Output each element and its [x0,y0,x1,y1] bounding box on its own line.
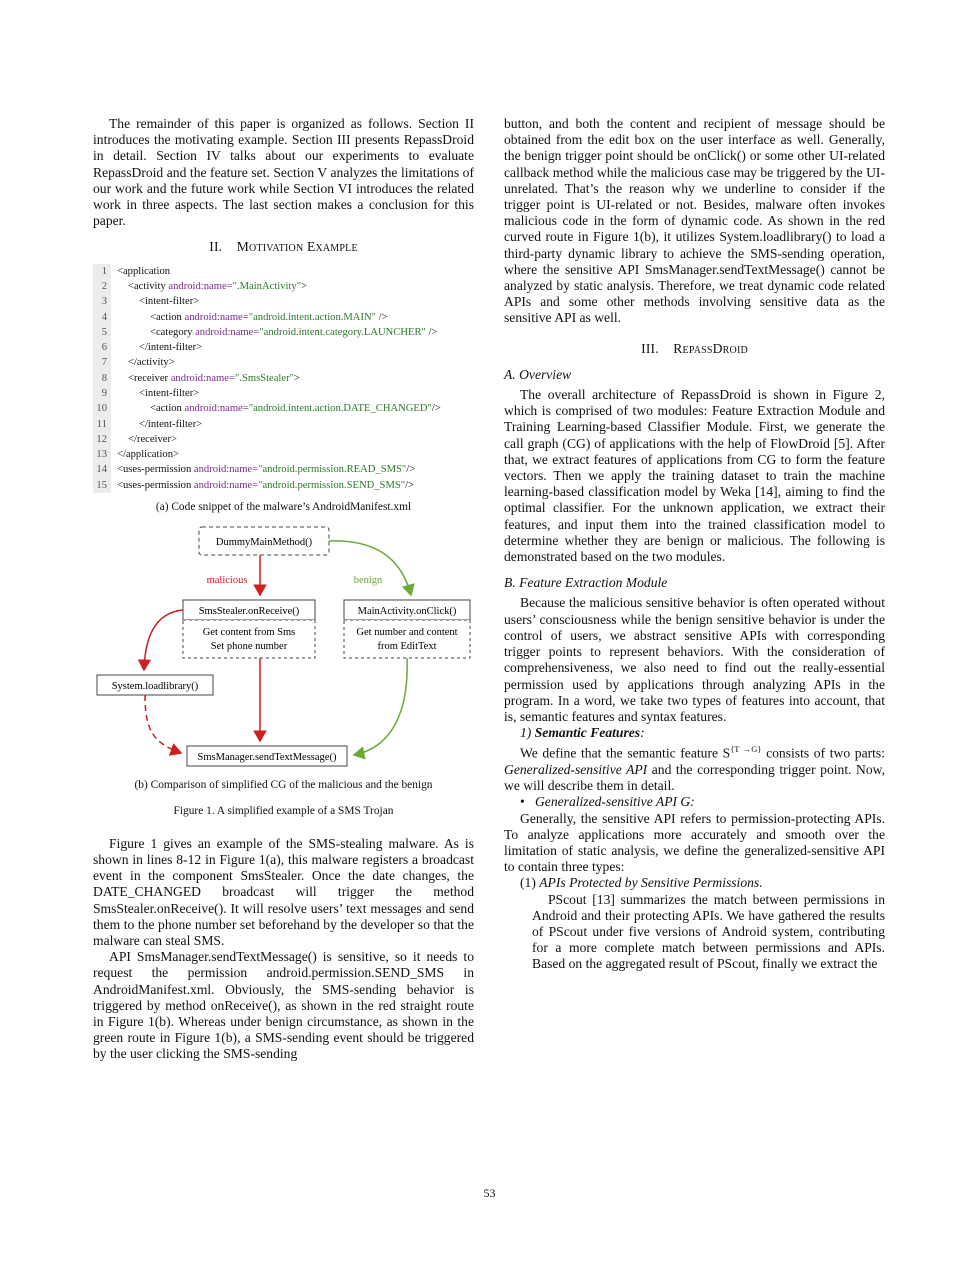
code-token: </activity> [128,357,175,369]
section-2-title: Motivation Example [236,239,358,255]
code-line-content [111,447,179,462]
main-click-detail [344,620,470,658]
pscout-paragraph: PScout [13] summarizes the match between permissions in Android and their protecting APIs. We have gathered the results of PScout under five versions of Android system, contributing for a more complete match between permissions and APIs. Based on the aggregated result of PScout, finally we extract the [532,891,885,972]
code-line [93,386,474,401]
definition-text-b: consists of two parts: [761,745,885,761]
code-token: /> [405,479,415,491]
loadlib-edge [144,610,183,670]
overview-paragraph: The overall architecture of RepassDroid is shown in Figure 2, which is comprised of two modules: Feature Extraction Module and Training Learning-based Classifier Module. First, we generate the call graph (CG) of applications with the help of FlowDroid [5]. After that, we extract features of applications from CG to form the feature vectors. Then we apply the training dataset to train the machine learning-based classification model by Weka [14], aiming to find the optimal classifier. For the unknown application, we extract their features, and input them into the trained classification model to determine whether they are benign or malicious. The following is demonstrated based on the two modules. [504,387,885,565]
code-line [93,340,474,355]
code-token: /> [375,311,388,323]
code-line-content [111,386,199,401]
code-line-number: 15 [93,478,111,493]
code-line-content [111,310,388,325]
code-token: "android.permission.SEND_SMS" [258,479,406,491]
code-token: "android.intent.action.DATE_CHANGED" [248,403,432,415]
code-line [93,401,474,416]
code-line-number: 8 [93,371,111,386]
code-token: android:name= [184,311,249,323]
subsection-a-heading: A. Overview [504,366,572,382]
definition-superscript: {T →G} [730,744,762,755]
definition-paragraph [504,741,885,794]
cg-caption: (b) Comparison of simplified CG of the malicious and the benign [134,779,433,792]
code-line [93,325,474,340]
code-line-number: 9 [93,386,111,401]
code-line-number: 3 [93,294,111,309]
definition-italic: Generalized-sensitive API [504,762,648,778]
code-token: <application [117,265,171,277]
generally-paragraph: Generally, the sensitive API refers to permission-protecting APIs. To analyze applications more accurately and smooth over the limitation of static analysis, we define the generalized-sensitive API to contain three types: [504,810,885,875]
benign-label: benign [353,575,383,587]
code-token: android:name= [170,372,235,384]
code-token: > [293,372,300,384]
code-token: </application> [117,449,179,461]
code-line-number: 7 [93,355,111,370]
code-line [93,294,474,309]
code-line [93,432,474,447]
code-line-number: 4 [93,310,111,325]
code-line-number: 11 [93,417,111,432]
code-line-content [111,371,300,386]
code-line [93,355,474,370]
code-line [93,310,474,325]
code-token: ".MainActivity" [232,280,302,292]
sms-receive-detail [183,620,315,658]
code-token: "android.intent.category.LAUNCHER" [259,326,426,338]
sms-receive-label: SmsStealer.onReceive() [198,606,300,618]
code-token: <intent-filter> [139,296,200,308]
code-line-content [111,355,175,370]
loadlib-label: System.loadlibrary() [111,681,199,693]
code-token: android:name= [193,479,259,491]
code-token: > [301,280,308,292]
code-token: ".SmsStealer" [234,372,294,384]
code-line [93,264,474,279]
section-3-number: III. [641,340,659,356]
continued-paragraph: button, and both the content and recipient of message should be obtained from the edit box on the user interface as well. Generally, the benign trigger point should be onClick() or some other UI-related callback method while the malicious case may be triggered by the UI-unrelated. That’s the reason why we underline to consider if the trigger point is UI-related or not. Besides, malware often invokes malicious code in the form of dynamic code. As shown in the red curved route in Figure 1(b), it utilizes System.loadlibrary() to load a third-party dynamic library to achieve the SMS-sending operation, where the sensitive API SmsManager.sendTextMessage() cannot be analyzed by static analysis. Therefore, we treat dynamic code related APIs and some other methods involving sensitive data as the sensitive API as well. [504,116,885,326]
code-line-number: 5 [93,325,111,340]
code-line [93,417,474,432]
code-token: /> [406,464,416,476]
code-token: <uses-permission [117,479,194,491]
code-token: "android.intent.action.MAIN" [248,311,376,323]
definition-text-c: and the corresponding trigger point. Now, we will describe them in detail. [504,762,885,794]
section-3-heading [504,341,885,357]
left-column [93,116,474,1063]
code-token: <intent-filter> [139,388,200,399]
malicious-label: malicious [206,575,248,587]
item-1-number: (1) [520,875,540,891]
code-token: "android.permission.READ_SMS" [258,464,407,476]
figure-1-paragraph: Figure 1 gives an example of the SMS-stealing malware. As is shown in lines 8-12 in Figure 1(a), this malware registers a broadcast event in the component SmsStealer. Once the date changes, the DATE_CHANGED broadcast will trigger the method SmsStealer.onReceive(). It will resolve users’ text messages and send them to the phone number set beforehand by the developer so that the malware can steal SMS. [93,835,474,948]
subsection-b-heading: B. Feature Extraction Module [504,575,668,591]
code-caption: (a) Code snippet of the malware’s AndroidManifest.xml [155,501,412,514]
semantic-features-heading [504,725,885,741]
code-line [93,478,474,493]
send-label: SmsManager.sendTextMessage() [197,752,337,764]
code-line-number: 1 [93,264,111,279]
call-graph-figure [93,525,474,771]
dummy-main-label: DummyMainMethod() [215,537,313,549]
code-line-number: 10 [93,401,111,416]
code-token: <uses-permission [117,464,194,476]
bullet-item [504,794,885,810]
sms-detail-2: Set phone number [210,641,288,653]
code-token: /> [431,403,441,415]
code-token: <receiver [128,372,171,384]
code-token: </receiver> [128,433,177,445]
feature-paragraph: Because the malicious sensitive behavior is often operated without users’ consciousness while the benign sensitive behavior is under the control of users, we abstract sensitive APIs with corresponding trigger points to represent behaviors. With the consideration of comprehensiveness, we also need to find out the really-essential permission used by applications through analyzing APIs in the program. In a word, we take two types of features into account, that is, semantic features and syntax features. [504,595,885,724]
code-line-content [111,417,202,432]
section-2-heading [93,239,474,255]
main-click-label: MainActivity.onClick() [357,606,457,618]
code-token: </intent-filter> [139,418,203,430]
main-detail-1: Get number and content [356,627,458,639]
semantic-num: 1) [520,725,535,741]
bullet-icon: • [520,794,535,810]
code-line-content [111,279,307,294]
main-detail-2: from EditText [377,641,437,653]
code-line [93,279,474,294]
code-line [93,371,474,386]
section-2-number: II. [209,239,223,255]
code-token: <action [150,403,185,415]
section-3-title: RepassDroid [673,340,748,356]
code-token: <category [150,326,196,338]
code-token: android:name= [195,326,260,338]
dynamic-code-edge [145,695,181,753]
code-line-content [111,325,437,340]
semantic-title: Semantic Features [534,725,641,741]
item-1-heading [504,875,885,891]
code-token: android:name= [168,280,233,292]
intro-paragraph: The remainder of this paper is organized as follows. Section II introduces the motivating example. Section III presents RepassDroid in detail. Section IV talks about our experiments to evaluate RepassDroid and the feature set. Section V analyzes the limitations of our work and the future work while Section VI introduces the related work in three aspects. The last section makes a conclusion for this paper. [93,116,474,229]
code-line-content [111,462,415,477]
code-line-number: 14 [93,462,111,477]
figure-1-caption: Figure 1. A simplified example of a SMS Trojan [173,805,394,818]
code-token: </intent-filter> [139,342,203,354]
semantic-colon: : [640,725,645,741]
code-token: android:name= [193,464,259,476]
item-1-text: APIs Protected by Sensitive Permissions. [539,875,763,891]
code-token: /> [425,326,438,338]
definition-text-a: We define that the semantic feature S [520,745,731,761]
code-line-content [111,478,414,493]
benign-edge [329,541,411,595]
right-column [504,116,885,973]
code-line-content [111,264,170,279]
code-line-content [111,294,199,309]
code-line-content [111,401,441,416]
api-paragraph: API SmsManager.sendTextMessage() is sensitive, so it needs to request the permission android.permission.SEND_SMS in AndroidManifest.xml. Obviously, the SMS-sending behavior is triggered by method onReceive(), as shown in the red straight route in Figure 1(b). Whereas under benign circumstance, as shown in the green route in Figure 1(b), a SMS-sending event should be triggered by the user clicking the SMS-sending [93,949,474,1062]
code-token: android:name= [184,403,249,415]
code-token: <action [150,311,185,323]
sms-detail-1: Get content from Sms [202,627,296,639]
code-line-content [111,340,202,355]
code-line-number: 13 [93,447,111,462]
code-snippet [93,264,474,493]
bullet-text: Generalized-sensitive API G: [534,794,695,810]
code-line-number: 6 [93,340,111,355]
code-line [93,462,474,477]
code-line [93,447,474,462]
send-edge-benign [354,658,407,755]
code-line-content [111,432,177,447]
code-line-number: 2 [93,279,111,294]
page-number: 53 [483,1186,496,1200]
code-token: <activity [128,280,169,292]
code-line-number: 12 [93,432,111,447]
